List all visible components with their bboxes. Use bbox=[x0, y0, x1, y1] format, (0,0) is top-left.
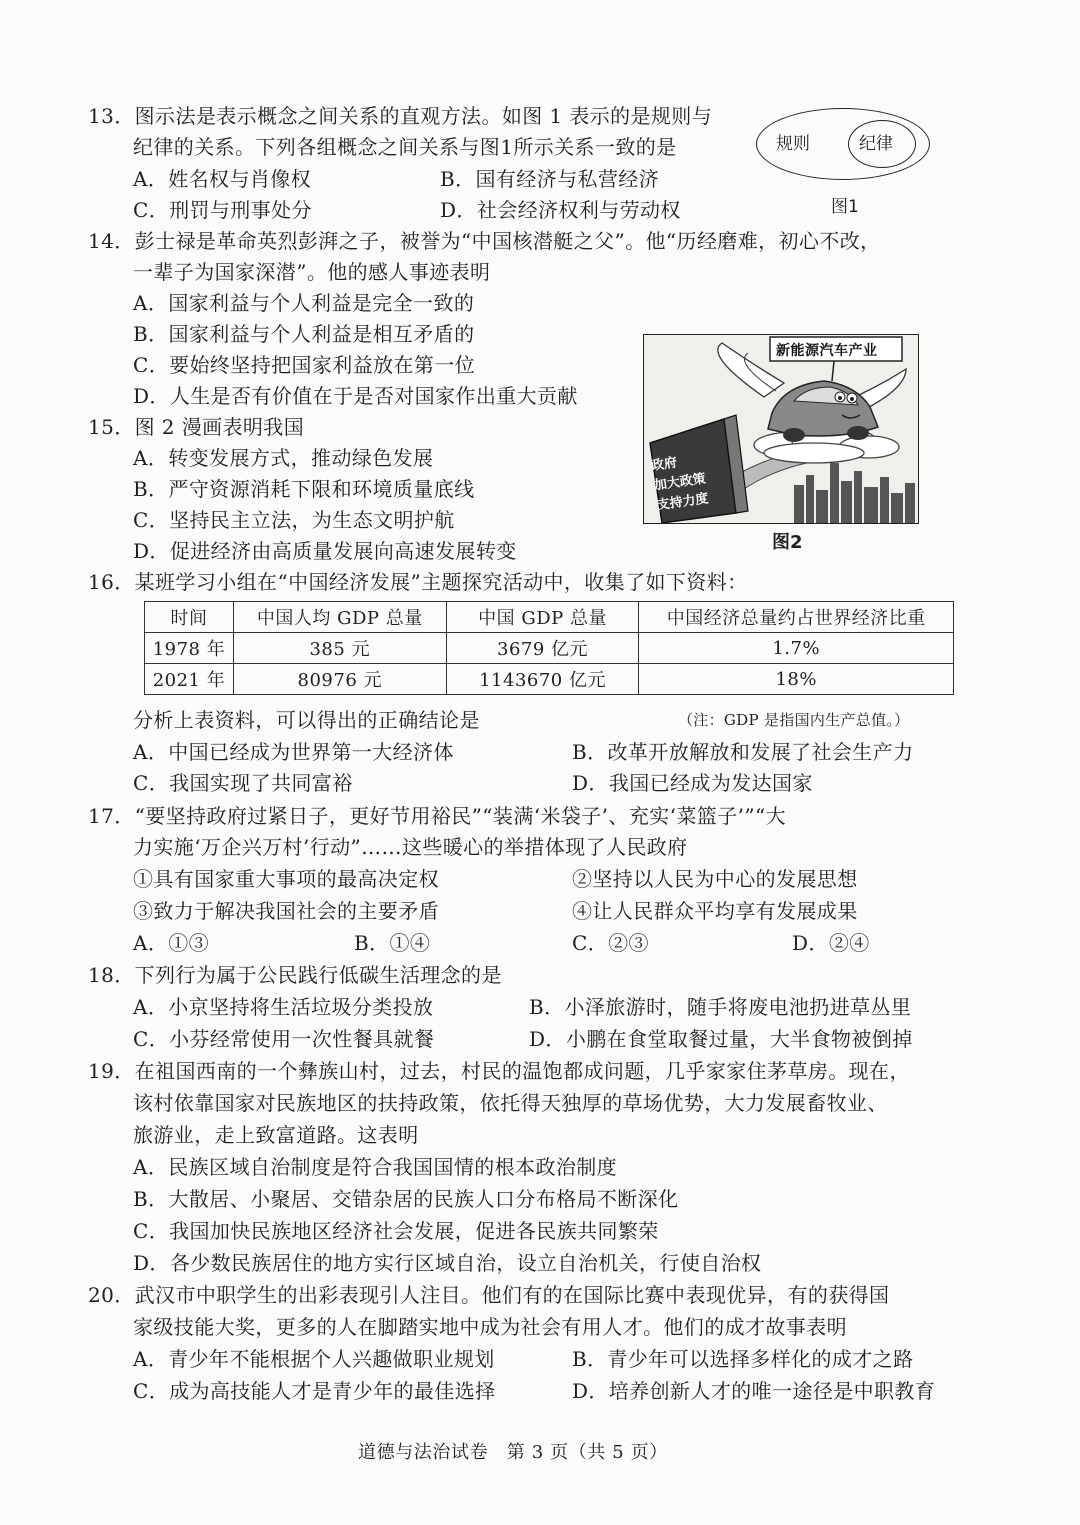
q13-stem-line1: 13．图示法是表示概念之间关系的直观方法。如图 1 表示的是规则与 bbox=[88, 104, 713, 128]
q15-stem: 15．图 2 漫画表明我国 bbox=[88, 415, 305, 439]
q16-stem: 16．某班学习小组在“中国经济发展”主题探究活动中，收集了如下资料： bbox=[88, 570, 748, 594]
q15-option-d: D．促进经济由高质量发展向高速发展转变 bbox=[133, 539, 517, 563]
q15-option-a: A．转变发展方式，推动绿色发展 bbox=[133, 446, 434, 470]
figure-1-venn bbox=[756, 100, 932, 196]
table-cell: 1143670 亿元 bbox=[446, 664, 639, 695]
q20-option-c: C．成为高技能人才是青少年的最佳选择 bbox=[133, 1379, 496, 1403]
q17-option-a: A．①③ bbox=[133, 931, 210, 955]
q19-option-b: B．大散居、小聚居、交错杂居的民族人口分布格局不断深化 bbox=[133, 1187, 679, 1211]
cartoon-book-text bbox=[650, 444, 747, 516]
q13-stem-line2: 纪律的关系。下列各组概念之间关系与图1所示关系一致的是 bbox=[133, 135, 677, 159]
q19-option-d: D．各少数民族居住的地方实行区域自治，设立自治机关，行使自治权 bbox=[133, 1251, 762, 1275]
q17-stem-line2: 力实施‘万企兴万村’行动”……这些暖心的举措体现了人民政府 bbox=[133, 835, 688, 859]
q16-option-c: C．我国实现了共同富裕 bbox=[133, 771, 353, 795]
table-cell: 385 元 bbox=[233, 633, 446, 664]
table-header-cell: 时间 bbox=[145, 602, 234, 633]
table-header-cell: 中国经济总量约占世界经济比重 bbox=[639, 602, 954, 633]
q14-option-c: C．要始终坚持把国家利益放在第一位 bbox=[133, 353, 476, 377]
q19-stem-line1: 19．在祖国西南的一个彝族山村，过去，村民的温饱都成问题，几乎家家住茅草房。现在， bbox=[88, 1059, 910, 1083]
q17-option-c: C．②③ bbox=[572, 931, 649, 955]
page-footer: 道德与法治试卷 第 3 页（共 5 页） bbox=[358, 1442, 668, 1463]
q17-option-d: D．②④ bbox=[792, 931, 870, 955]
q13-option-a: A．姓名权与肖像权 bbox=[133, 167, 312, 191]
q16-option-d: D．我国已经成为发达国家 bbox=[572, 771, 813, 795]
q17-option-b: B．①④ bbox=[354, 931, 431, 955]
table-row bbox=[145, 633, 954, 664]
q17-item-2: ②坚持以人民为中心的发展思想 bbox=[572, 867, 858, 891]
table-row bbox=[145, 664, 954, 695]
q18-option-a: A．小京坚持将生活垃圾分类投放 bbox=[133, 995, 434, 1019]
q17-stem-line1: 17．“要坚持政府过紧日子，更好节用裕民”“装满‘米袋子’、充实‘菜篮子’”“大 bbox=[88, 804, 787, 828]
q18-option-b: B．小泽旅游时，随手将废电池扔进草丛里 bbox=[529, 995, 912, 1019]
gdp-table bbox=[144, 601, 954, 695]
q20-option-b: B．青少年可以选择多样化的成才之路 bbox=[572, 1347, 914, 1371]
inner-label: 纪律 bbox=[859, 134, 893, 154]
table-cell: 3679 亿元 bbox=[446, 633, 639, 664]
q13-option-d: D．社会经济权利与劳动权 bbox=[440, 198, 681, 222]
q16-option-b: B．改革开放解放和发展了社会生产力 bbox=[572, 740, 914, 764]
book-line-1: 政府 bbox=[650, 455, 679, 474]
figure-1-caption: 图1 bbox=[831, 197, 859, 217]
table-header-cell: 中国 GDP 总量 bbox=[446, 602, 639, 633]
q13-option-b: B．国有经济与私营经济 bbox=[440, 167, 660, 191]
q14-stem-line1: 14．彭士禄是革命英烈彭湃之子，被誉为“中国核潜艇之父”。他“历经磨难，初心不改， bbox=[88, 229, 881, 253]
q17-item-3: ③致力于解决我国社会的主要矛盾 bbox=[133, 899, 439, 923]
q20-option-a: A．青少年不能根据个人兴趣做职业规划 bbox=[133, 1347, 495, 1371]
q14-stem-line2: 一辈子为国家深潜”。他的感人事迹表明 bbox=[133, 260, 491, 284]
table-cell: 1.7% bbox=[639, 633, 954, 664]
book-line-3: 支持力度 bbox=[655, 491, 710, 514]
table-cell: 1978 年 bbox=[145, 633, 234, 664]
table-header-cell: 中国人均 GDP 总量 bbox=[233, 602, 446, 633]
table-header-row bbox=[145, 602, 954, 633]
q18-stem: 18．下列行为属于公民践行低碳生活理念的是 bbox=[88, 963, 502, 987]
q15-option-b: B．严守资源消耗下限和环境质量底线 bbox=[133, 477, 475, 501]
table-cell: 2021 年 bbox=[145, 664, 234, 695]
q13-option-c: C．刑罚与刑事处分 bbox=[133, 198, 312, 222]
figure-2-cartoon bbox=[643, 334, 919, 524]
q16-note: （注：GDP 是指国内生产总值。） bbox=[678, 711, 910, 729]
q18-option-d: D．小鹏在食堂取餐过量，大半食物被倒掉 bbox=[529, 1027, 913, 1051]
q14-option-a: A．国家利益与个人利益是完全一致的 bbox=[133, 291, 475, 315]
outer-label: 规则 bbox=[776, 134, 810, 154]
book-line-2: 加大政策 bbox=[653, 471, 707, 494]
q14-option-d: D．人生是否有价值在于是否对国家作出重大贡献 bbox=[133, 384, 578, 408]
q17-item-1: ①具有国家重大事项的最高决定权 bbox=[133, 867, 439, 891]
q16-option-a: A．中国已经成为世界第一大经济体 bbox=[133, 740, 454, 764]
q19-stem-line2: 该村依靠国家对民族地区的扶持政策，依托得天独厚的草场优势，大力发展畜牧业、 bbox=[133, 1091, 888, 1115]
q19-stem-line3: 旅游业，走上致富道路。这表明 bbox=[133, 1123, 419, 1147]
q20-stem-line1: 20．武汉市中职学生的出彩表现引人注目。他们有的在国际比赛中表现优异，有的获得国 bbox=[88, 1283, 890, 1307]
q20-option-d: D．培养创新人才的唯一途径是中职教育 bbox=[572, 1379, 936, 1403]
q20-stem-line2: 家级技能大奖，更多的人在脚踏实地中成为社会有用人才。他们的成才故事表明 bbox=[133, 1315, 847, 1339]
q18-option-c: C．小芬经常使用一次性餐具就餐 bbox=[133, 1027, 435, 1051]
q16-analysis: 分析上表资料，可以得出的正确结论是 bbox=[133, 708, 480, 732]
figure-2-caption: 图2 bbox=[772, 532, 803, 553]
q19-option-c: C．我国加快民族地区经济社会发展，促进各民族共同繁荣 bbox=[133, 1219, 659, 1243]
table-cell: 80976 元 bbox=[233, 664, 446, 695]
q17-item-4: ④让人民群众平均享有发展成果 bbox=[572, 899, 858, 923]
q14-option-b: B．国家利益与个人利益是相互矛盾的 bbox=[133, 322, 475, 346]
q15-option-c: C．坚持民主立法，为生态文明护航 bbox=[133, 508, 455, 532]
q19-option-a: A．民族区域自治制度是符合我国国情的根本政治制度 bbox=[133, 1155, 618, 1179]
table-cell: 18% bbox=[639, 664, 954, 695]
cartoon-sign-text: 新能源汽车产业 bbox=[776, 343, 878, 359]
